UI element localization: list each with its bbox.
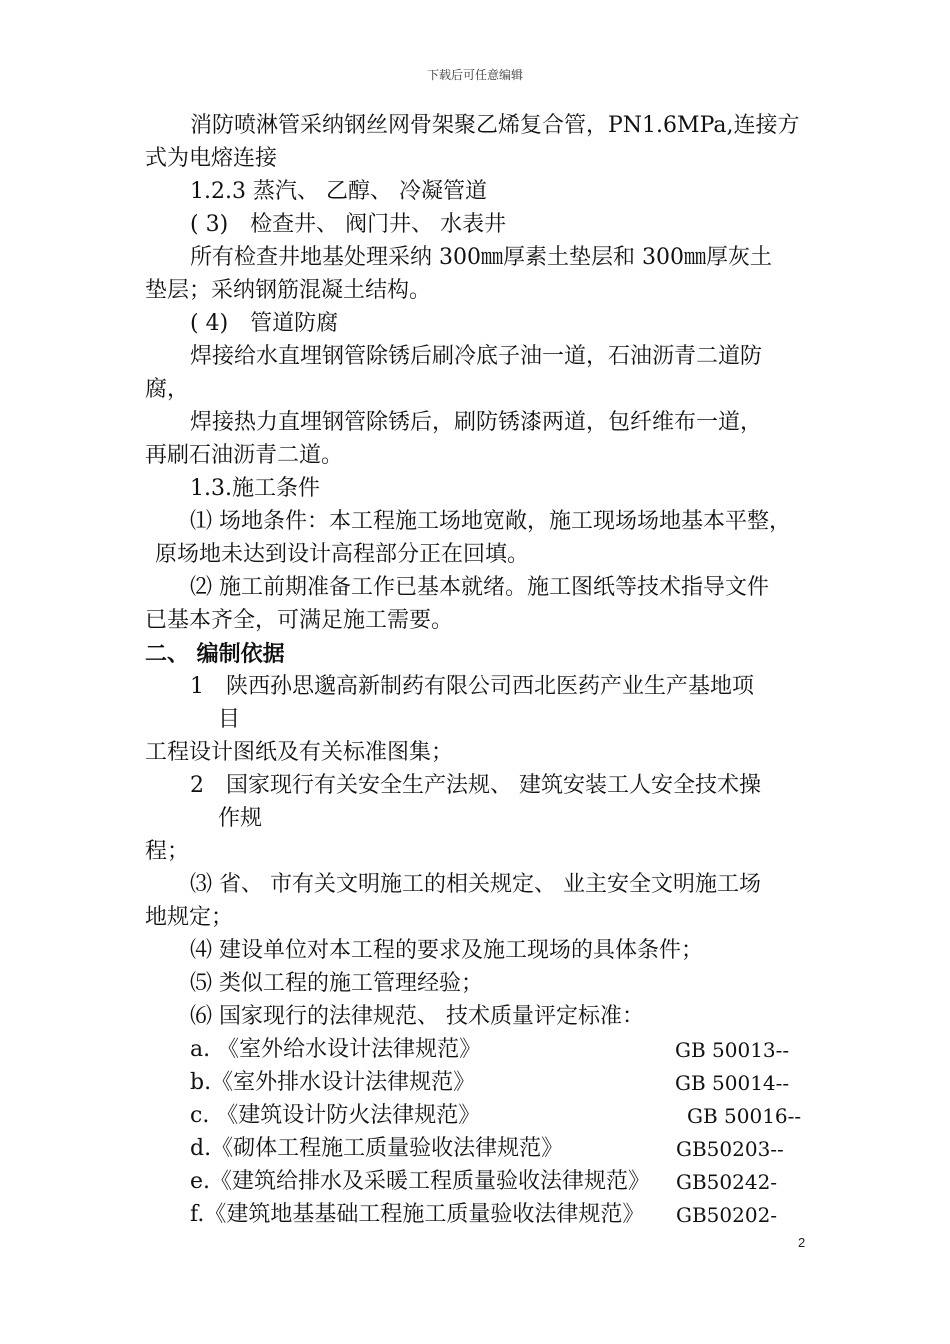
text-line: 焊接热力直埋钢管除锈后，刷防锈漆两道，包纤维布一道， [190, 410, 763, 435]
text-line: 所有检查井地基处理采纳 300㎜厚素土垫层和 300㎜厚灰土 [190, 245, 772, 270]
standard-item-label: b.《室外排水设计法律规范》 [190, 1070, 476, 1095]
standard-item-code: GB 50016-- [687, 1104, 802, 1128]
text-line: 焊接给水直埋钢管除锈后刷冷底子油一道，石油沥青二道防 [190, 344, 763, 369]
standard-item-label: f.《建筑地基基础工程施工质量验收法律规范》 [190, 1202, 645, 1227]
text-line: ⑴ 场地条件：本工程施工场地宽敞，施工现场场地基本平整， [190, 509, 791, 534]
text-line: 作规 [218, 806, 263, 831]
text-line: 地规定； [145, 905, 234, 930]
standard-item-label: c. 《建筑设计防火法律规范》 [190, 1103, 481, 1128]
text-line: 1 陕西孙思邈高新制药有限公司西北医药产业生产基地项 [190, 674, 754, 699]
text-line: ⑵ 施工前期准备工作已基本就绪。施工图纸等技术指导文件 [190, 575, 769, 600]
standard-item-code: GB50203-- [676, 1137, 784, 1161]
text-line: ⑶ 省、 市有关文明施工的相关规定、 业主安全文明施工场 [190, 872, 761, 897]
text-line: 腐， [145, 377, 190, 402]
page-header: 下载后可任意编辑 [426, 68, 523, 82]
standard-item-label: e.《建筑给排水及采暖工程质量验收法律规范》 [190, 1169, 651, 1194]
standard-item-label: d.《砌体工程施工质量验收法律规范》 [190, 1136, 564, 1161]
standard-item-code: GB50242- [676, 1170, 778, 1194]
text-line: 消防喷淋管采纳钢丝网骨架聚乙烯复合管，PN1.6MPa,连接方 [190, 113, 800, 138]
text-line: ⑷ 建设单位对本工程的要求及施工现场的具体条件； [190, 938, 703, 963]
section-heading: ( 3) 检查井、 阀门井、 水表井 [190, 212, 507, 237]
text-line: 程； [145, 839, 190, 864]
text-line: 垫层；采纳钢筋混凝土结构。 [145, 278, 432, 303]
section-heading: 1.3.施工条件 [190, 476, 320, 501]
section-heading: 1.2.3 蒸汽、 乙醇、 冷凝管道 [190, 179, 487, 204]
text-line: ⑸ 类似工程的施工管理经验； [190, 971, 483, 996]
standard-item-code: GB 50013-- [675, 1038, 790, 1062]
text-line: 再刷石油沥青二道。 [145, 443, 344, 468]
text-line: 2 国家现行有关安全生产法规、 建筑安装工人安全技术操 [190, 773, 761, 798]
standard-item-code: GB 50014-- [675, 1071, 790, 1095]
text-line: 已基本齐全，可满足施工需要。 [145, 608, 454, 633]
chapter-heading: 二、 编制依据 [145, 641, 285, 667]
standard-item-label: a. 《室外给水设计法律规范》 [190, 1037, 482, 1062]
text-line: 工程设计图纸及有关标准图集； [145, 740, 454, 765]
text-line: 原场地未达到设计高程部分正在回填。 [155, 542, 530, 567]
text-line: 式为电熔连接 [145, 146, 278, 171]
text-line: ⑹ 国家现行的法律规范、 技术质量评定标准： [190, 1004, 644, 1029]
section-heading: ( 4) 管道防腐 [190, 311, 339, 336]
text-line: 目 [218, 707, 241, 732]
page-number: 2 [798, 1235, 806, 1250]
standard-item-code: GB50202- [676, 1203, 778, 1227]
